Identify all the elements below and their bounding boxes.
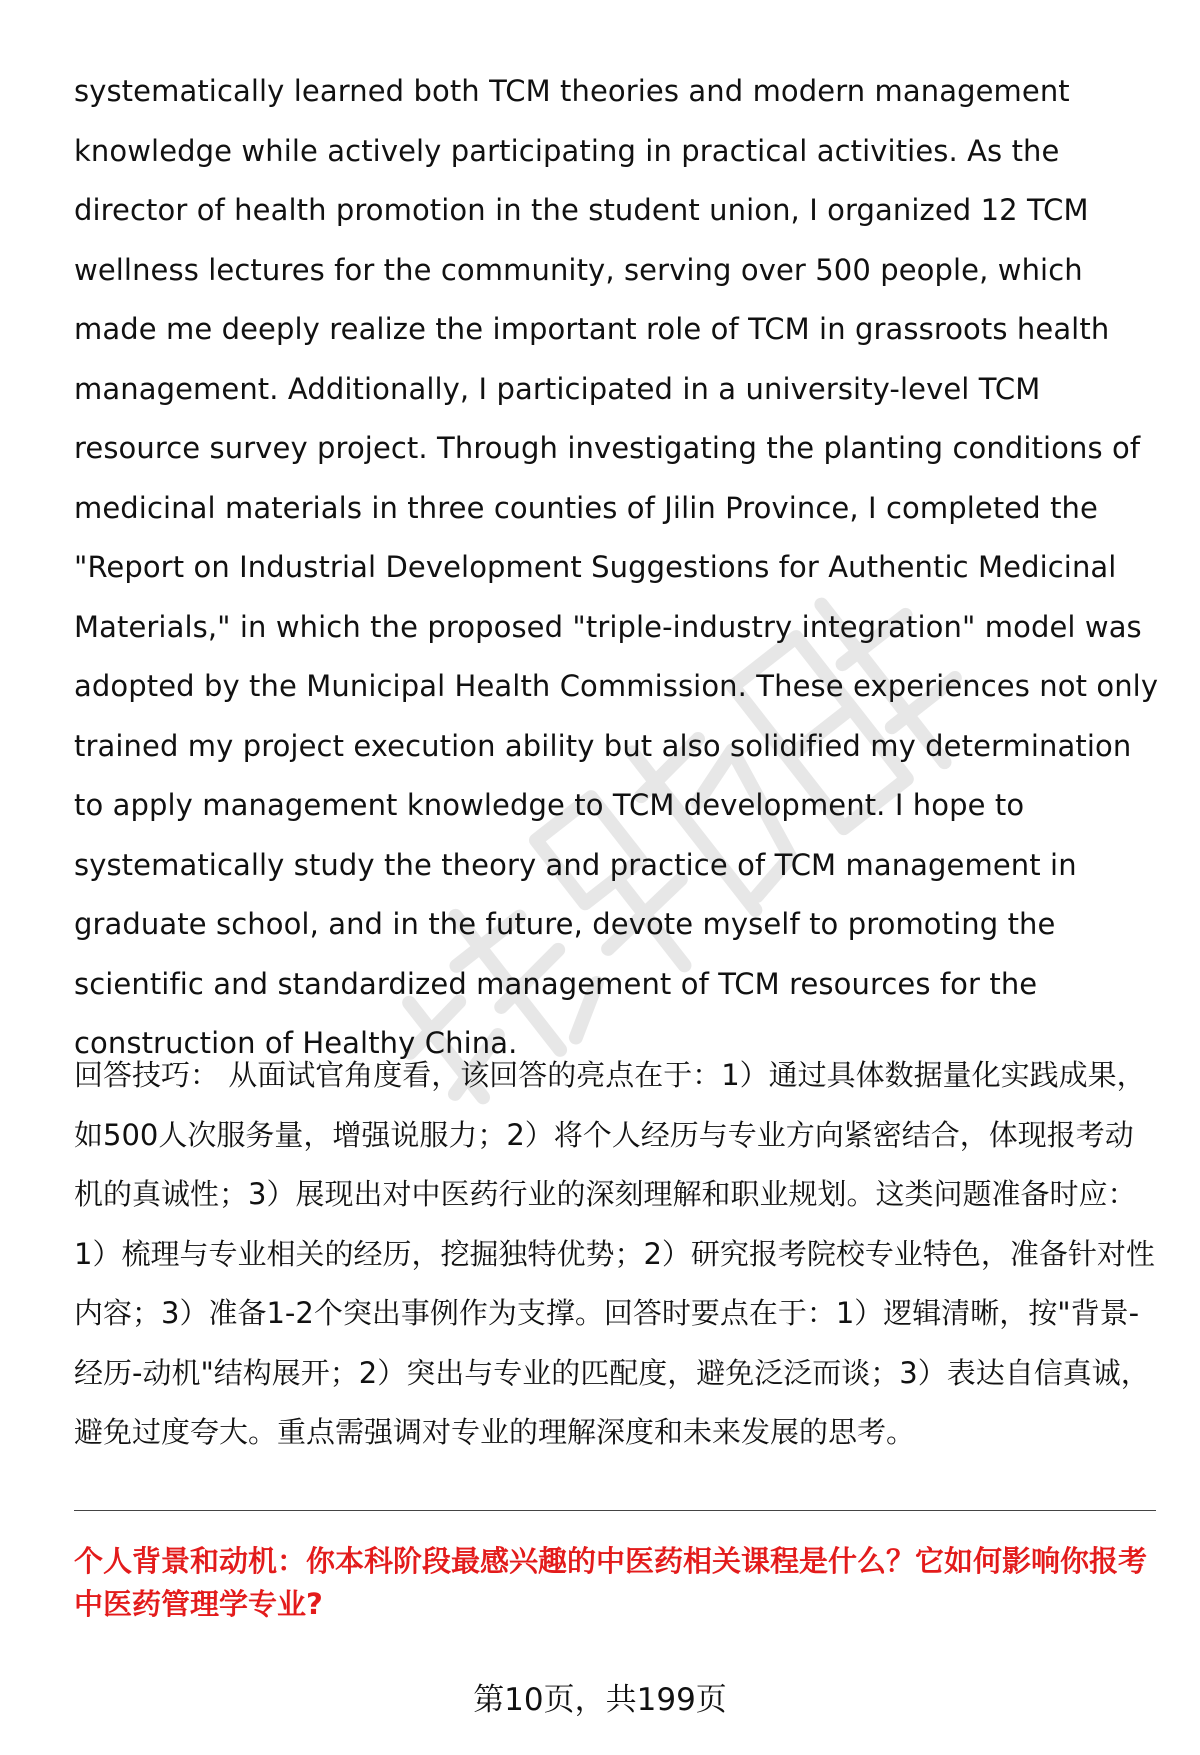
next-question-heading: 个人背景和动机：你本科阶段最感兴趣的中医药相关课程是什么？它如何影响你报考中医药管理学专业? [74,1544,1148,1621]
answer-tips-paragraph: 回答技巧： 从面试官角度看，该回答的亮点在于：1）通过具体数据量化实践成果，如500人次服务量，增强说服力；2）将个人经历与专业方向紧密结合，体现报考动机的真诚性；3）展现出对中医药行业的深刻理解和职业规划。这类问题准备时应：1）梳理与专业相关的经历，挖掘独特优势；2）研究报考院校专业特色，准备针对性内容；3）准备1-2个突出事例作为支撑。回答时要点在于：1）逻辑清晰，按"背景-经历-动机"结构展开；2）突出与专业的匹配度，避免泛泛而谈；3）表达自信真诚，避免过度夸大。重点需强调对专业的理解深度和未来发展的思考。 [74,1058,1155,1449]
answer-paragraph: systematically learned both TCM theories and modern management knowledge while actively participating in practical activities. As the director of health promotion in the student union, I organized 12 TCM wellness lectures for the community, serving over 500 people, which made me deeply realize the important role of TCM in grassroots health management. Additionally, I participated in a university-level TCM resource survey project. Through investigating the planting conditions of medicinal materials in three counties of Jilin Province, I completed the "Report on Industrial Development Suggestions for Authentic Medicinal Materials," in which the proposed "triple-industry integration" model was adopted by the Municipal Health Commission. These experiences not only trained my project execution ability but also solidified my determination to apply management knowledge to TCM development. I hope to systematically study the theory and practice of TCM management in graduate school, and in the future, devote myself to promoting the scientific and standardized management of TCM resources for the construction of Healthy China. [74,74,1159,1060]
page-number-footer: 第10页，共199页 [473,1682,727,1718]
section-divider [74,1510,1156,1511]
